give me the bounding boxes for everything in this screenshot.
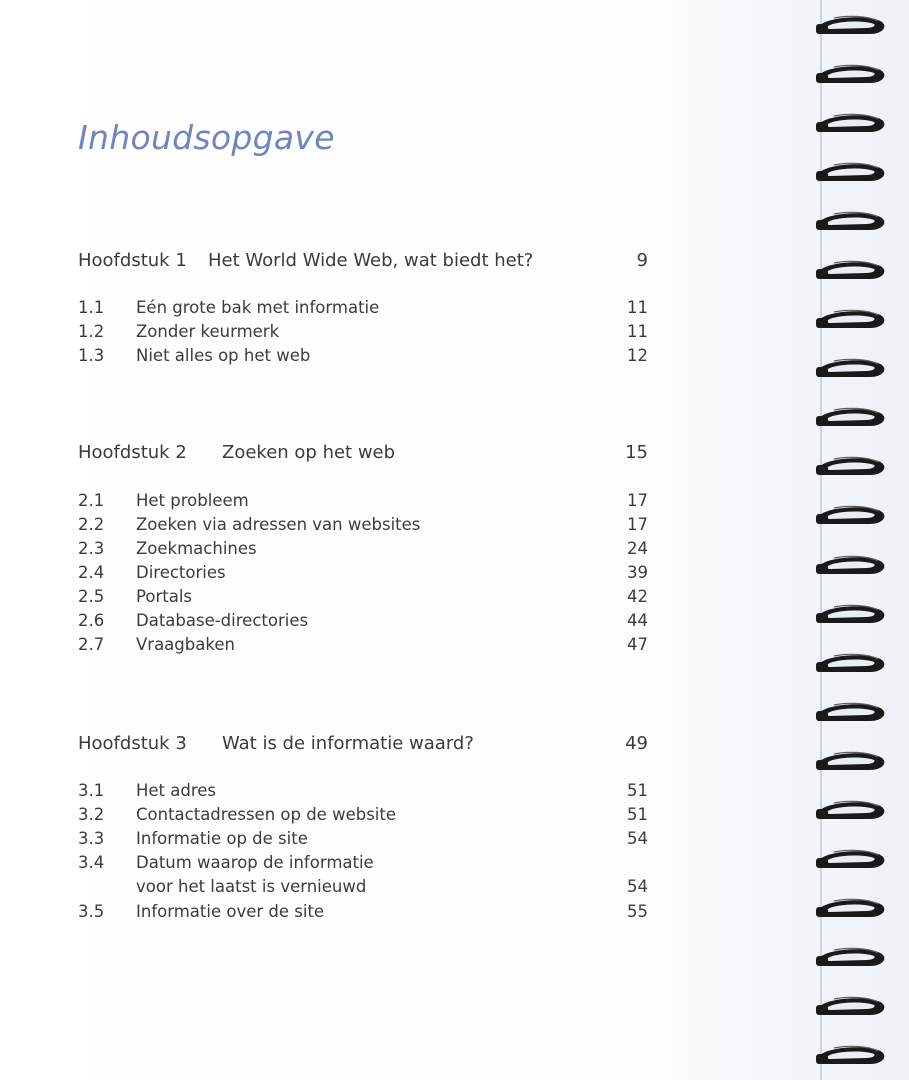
binding-coil-icon <box>812 601 888 627</box>
section-title: Database-directories <box>136 611 309 630</box>
section-number: 3.4 <box>78 853 105 872</box>
binding-coil-icon <box>812 453 888 479</box>
toc-entry-3-2 <box>78 805 648 829</box>
section-number: 1.3 <box>78 346 105 365</box>
section-number: 3.2 <box>78 805 105 824</box>
section-page: 55 <box>627 902 648 921</box>
section-title: Informatie op de site <box>136 829 308 848</box>
chapter-page: 49 <box>625 733 648 754</box>
section-page: 17 <box>627 515 648 534</box>
section-number: 2.7 <box>78 635 105 654</box>
section-title: Zoeken via adressen van websites <box>136 515 421 534</box>
toc-entry-1-3 <box>78 346 648 370</box>
chapter-heading-2 <box>78 442 648 468</box>
section-page: 11 <box>627 298 648 317</box>
binding-coil-icon <box>812 12 888 38</box>
binding-coil-icon <box>812 1042 888 1068</box>
chapter-title: Zoeken op het web <box>222 442 396 463</box>
section-page: 12 <box>627 346 648 365</box>
section-page: 54 <box>627 829 648 848</box>
chapter-title: Het World Wide Web, wat biedt het? <box>208 250 534 271</box>
section-page: 17 <box>627 491 648 510</box>
section-page: 42 <box>627 587 648 606</box>
binding-coil-icon <box>812 61 888 87</box>
toc-entry-2-1 <box>78 491 648 515</box>
toc-entry-1-2 <box>78 322 648 346</box>
section-number: 1.2 <box>78 322 105 341</box>
binding-coil-icon <box>812 993 888 1019</box>
section-number: 2.6 <box>78 611 105 630</box>
chapter-heading-1 <box>78 250 648 276</box>
binding-coil-icon <box>812 748 888 774</box>
toc-entry-2-6 <box>78 611 648 635</box>
binding-coil-icon <box>812 355 888 381</box>
section-title: Directories <box>136 563 226 582</box>
section-page: 11 <box>627 322 648 341</box>
section-title: Het probleem <box>136 491 249 510</box>
section-page: 51 <box>627 805 648 824</box>
section-title: Eén grote bak met informatie <box>136 298 380 317</box>
toc-entry-1-1 <box>78 298 648 322</box>
binding-coil-icon <box>812 944 888 970</box>
section-number: 2.5 <box>78 587 105 606</box>
section-number: 3.5 <box>78 902 105 921</box>
binding-coil-icon <box>812 502 888 528</box>
toc-entry-3-4 <box>78 853 648 896</box>
section-title: Vraagbaken <box>136 635 235 654</box>
section-number: 2.4 <box>78 563 105 582</box>
section-page: 47 <box>627 635 648 654</box>
toc-entry-2-2 <box>78 515 648 539</box>
section-title: Het adres <box>136 781 217 800</box>
section-page: 51 <box>627 781 648 800</box>
section-number: 2.2 <box>78 515 105 534</box>
toc-entry-2-7 <box>78 635 648 659</box>
toc-entry-3-3 <box>78 829 648 853</box>
section-page: 54 <box>627 877 648 896</box>
section-title: Portals <box>136 587 193 606</box>
chapter-heading-3 <box>78 733 648 759</box>
section-title: Datum waarop de informatie <box>136 853 374 872</box>
toc-entry-3-1 <box>78 781 648 805</box>
section-page: 44 <box>627 611 648 630</box>
section-page: 24 <box>627 539 648 558</box>
chapter-label: Hoofdstuk 3 <box>78 733 187 754</box>
chapter-page: 9 <box>636 250 648 271</box>
toc-entry-2-3 <box>78 539 648 563</box>
section-title-continued: voor het laatst is vernieuwd <box>136 877 367 896</box>
binding-coil-icon <box>812 552 888 578</box>
toc-entry-3-5 <box>78 902 648 926</box>
section-title: Zoekmachines <box>136 539 257 558</box>
section-page: 39 <box>627 563 648 582</box>
chapter-label: Hoofdstuk 2 <box>78 442 187 463</box>
section-number: 1.1 <box>78 298 105 317</box>
page-title: Inhoudsopgave <box>78 118 335 157</box>
binding-coil-icon <box>812 404 888 430</box>
binding-coil-icon <box>812 159 888 185</box>
section-title: Informatie over de site <box>136 902 325 921</box>
binding-coil-icon <box>812 306 888 332</box>
binding-coil-icon <box>812 110 888 136</box>
binding-coil-icon <box>812 846 888 872</box>
binding-coil-icon <box>812 895 888 921</box>
section-number: 2.1 <box>78 491 105 510</box>
binding-coil-icon <box>812 650 888 676</box>
section-title: Niet alles op het web <box>136 346 311 365</box>
binding-coil-icon <box>812 257 888 283</box>
toc-entry-2-5 <box>78 587 648 611</box>
chapter-title: Wat is de informatie waard? <box>222 733 474 754</box>
section-number: 3.1 <box>78 781 105 800</box>
section-title: Zonder keurmerk <box>136 322 280 341</box>
binding-coil-icon <box>812 797 888 823</box>
toc-entry-2-4 <box>78 563 648 587</box>
chapter-page: 15 <box>625 442 648 463</box>
section-number: 2.3 <box>78 539 105 558</box>
binding-coil-icon <box>812 699 888 725</box>
section-title: Contactadressen op de website <box>136 805 397 824</box>
section-number: 3.3 <box>78 829 105 848</box>
chapter-label: Hoofdstuk 1 <box>78 250 187 271</box>
binding-coil-icon <box>812 208 888 234</box>
